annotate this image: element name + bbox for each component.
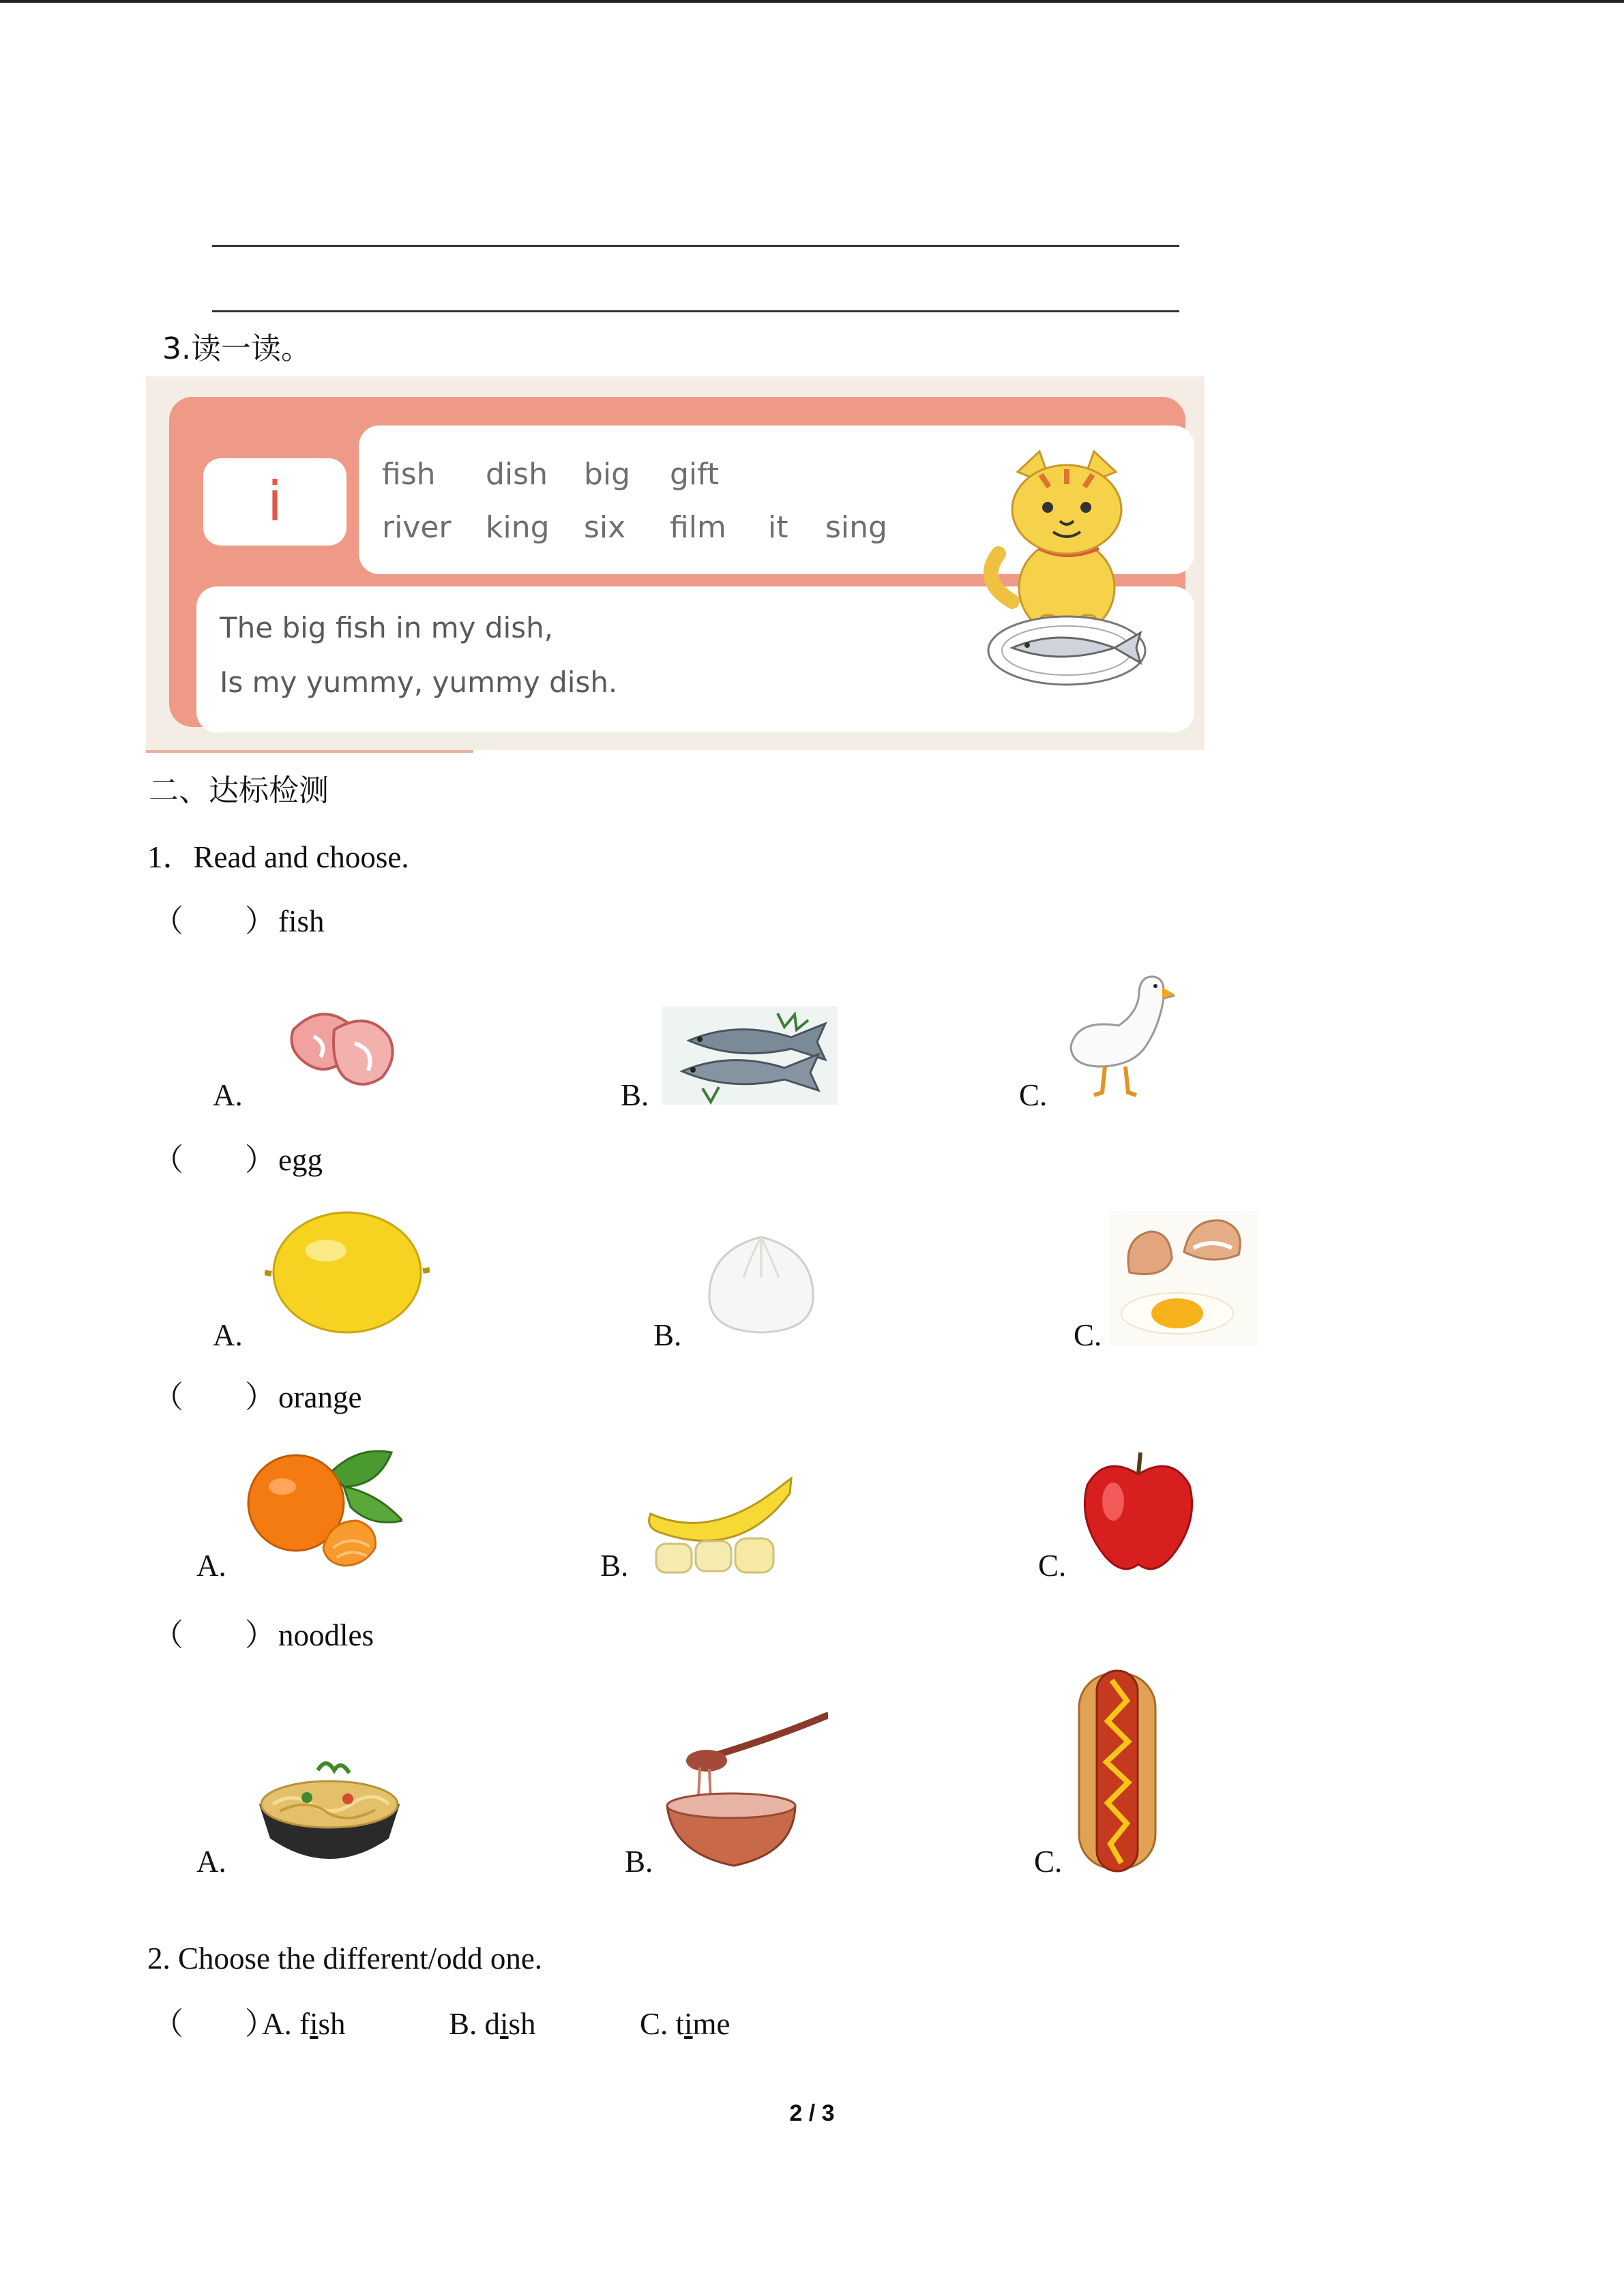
q1-item4-option-b[interactable]: B. [625, 1845, 653, 1879]
test-heading: 二、达标检测 [149, 773, 329, 808]
q1-item1-option-a[interactable]: A. [213, 1078, 243, 1112]
q2-option-c[interactable]: C. time [640, 2007, 730, 2041]
q1-item3-option-c[interactable]: C. [1038, 1549, 1067, 1583]
q1-item3-paren: （ ） [153, 1380, 276, 1414]
q1-item4-paren: （ ） [153, 1618, 276, 1652]
phonics-card [146, 376, 1205, 750]
duck-picture [1057, 971, 1175, 1102]
apple-picture [1078, 1447, 1199, 1575]
word-dish: dish [486, 457, 548, 492]
q1-item4-option-a[interactable]: A. [196, 1845, 226, 1879]
rhyme-line-2: Is my yummy, yummy dish. [220, 666, 618, 699]
q1-item2-option-a[interactable]: A. [213, 1318, 243, 1352]
phonics-letter: i [267, 470, 283, 533]
q1-item3-option-a[interactable]: A. [196, 1549, 226, 1583]
q1-item4-option-c[interactable]: C. [1034, 1845, 1063, 1879]
q1-item2-word: egg [278, 1143, 323, 1177]
banana-picture [644, 1473, 798, 1577]
page-number: 2 / 3 [789, 2100, 835, 2126]
lemon-picture [265, 1210, 430, 1335]
reading-heading: 3.读一读。 [162, 331, 311, 366]
egg-picture [1109, 1211, 1258, 1346]
q1-item1-option-b[interactable]: B. [621, 1078, 649, 1112]
q1-item3-option-b[interactable]: B. [600, 1549, 629, 1583]
q2-title: 2. Choose the different/odd one. [147, 1941, 543, 1976]
letter-box [203, 458, 346, 546]
q1-item2-option-b[interactable]: B. [653, 1318, 682, 1352]
card-shadow [146, 750, 473, 753]
word-it: it [768, 510, 788, 545]
q1-item2-option-c[interactable]: C. [1074, 1318, 1102, 1352]
word-fish: fish [382, 457, 436, 492]
noodles-picture [252, 1750, 407, 1873]
answer-line-2 [212, 310, 1179, 312]
word-king: king [486, 510, 550, 545]
q2-option-a[interactable]: A. fish [262, 2007, 346, 2041]
rhyme-line-1: The big fish in my dish, [220, 611, 554, 644]
q2-paren: （ ） [153, 2007, 276, 2041]
word-six: six [584, 510, 626, 545]
fish-plate-illustration [985, 608, 1149, 690]
q1-item1-word: fish [278, 904, 325, 938]
hotdog-picture [1076, 1667, 1158, 1873]
top-rule [0, 0, 1624, 3]
steamed-bun-picture [703, 1223, 820, 1335]
porridge-picture [666, 1710, 828, 1874]
q1-item1-paren: （ ） [153, 904, 276, 938]
q1-item4-word: noodles [278, 1618, 374, 1652]
orange-picture [241, 1446, 402, 1570]
q1-item1-option-c[interactable]: C. [1019, 1078, 1048, 1112]
q2-option-b[interactable]: B. dish [449, 2007, 536, 2041]
q1-title: 1．Read and choose. [147, 840, 409, 874]
q1-item2-paren: （ ） [153, 1143, 276, 1177]
answer-line-1 [212, 245, 1179, 247]
word-river: river [382, 510, 452, 545]
q1-item3-word: orange [278, 1380, 362, 1414]
fish-picture [662, 1007, 838, 1105]
word-film: film [670, 510, 726, 545]
bacon-picture [280, 1002, 404, 1099]
word-gift: gift [670, 457, 720, 492]
word-sing: sing [825, 510, 887, 545]
word-big: big [584, 457, 631, 492]
